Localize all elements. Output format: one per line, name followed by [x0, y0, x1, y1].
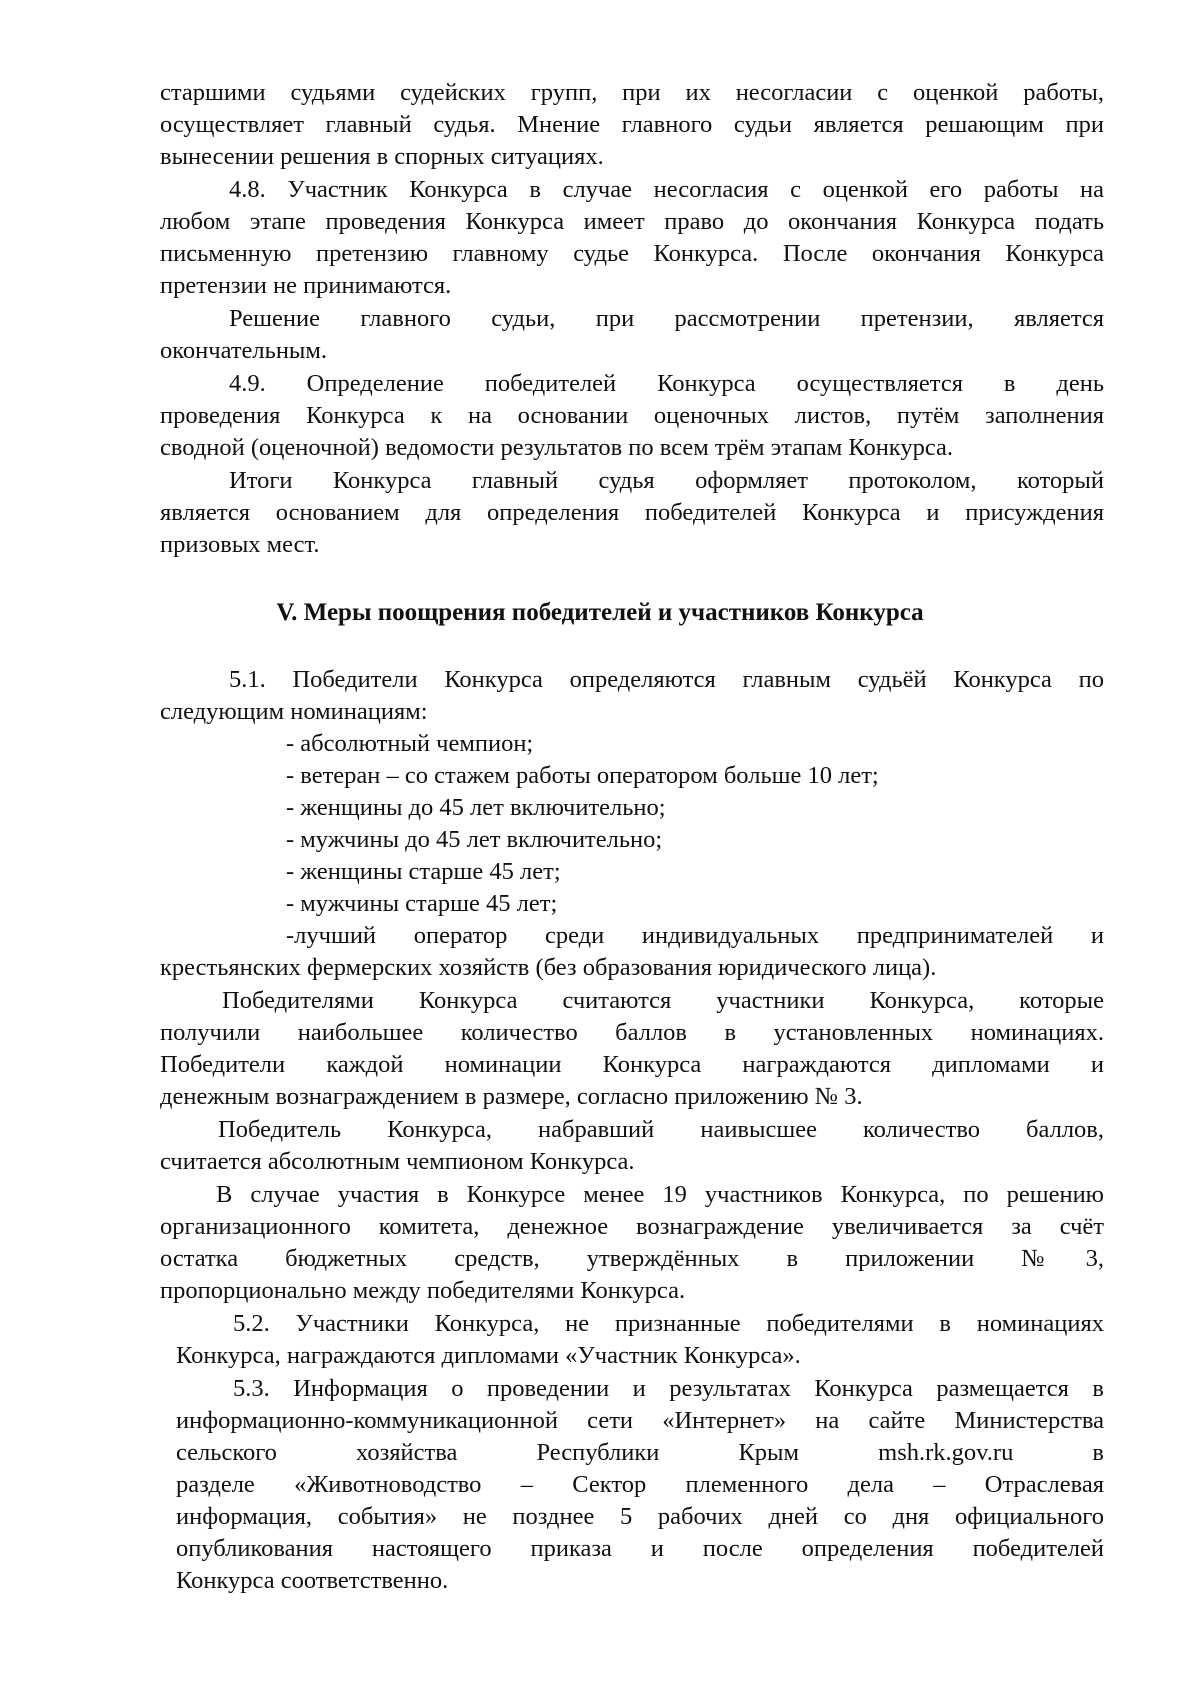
- list-item: - ветеран – со стажем работы оператором больше 10 лет;: [286, 762, 879, 789]
- paragraph-line: считается абсолютным чемпионом Конкурса.: [160, 1148, 635, 1175]
- paragraph-line: 4.9. Определение победителей Конкурса осуществляется в день: [229, 370, 1104, 397]
- paragraph-line: 5.3. Информация о проведении и результатах Конкурса размещается в: [233, 1375, 1104, 1402]
- paragraph-line: Победителями Конкурса считаются участники Конкурса, которые: [222, 987, 1104, 1014]
- paragraph-line: следующим номинациям:: [160, 698, 428, 725]
- paragraph-line: письменную претензию главному судье Конкурса. После окончания Конкурса: [160, 240, 1104, 267]
- paragraph-line: денежным вознаграждением в размере, согласно приложению № 3.: [160, 1083, 863, 1110]
- paragraph-line: опубликования настоящего приказа и после определения победителей: [176, 1535, 1104, 1562]
- paragraph-line: Итоги Конкурса главный судья оформляет протоколом, который: [229, 467, 1104, 494]
- paragraph-line: призовых мест.: [160, 531, 320, 558]
- paragraph-line: крестьянских фермерских хозяйств (без образования юридического лица).: [160, 954, 937, 981]
- paragraph-line: Конкурса, награждаются дипломами «Участник Конкурса».: [176, 1342, 801, 1369]
- paragraph-line: В случае участия в Конкурсе менее 19 участников Конкурса, по решению: [216, 1181, 1104, 1208]
- section-heading: V. Меры поощрения победителей и участников Конкурса: [276, 599, 924, 626]
- paragraph-line: информация, события» не позднее 5 рабочих дней со дня официального: [176, 1503, 1104, 1530]
- paragraph-line: 5.2. Участники Конкурса, не признанные победителями в номинациях: [233, 1310, 1104, 1337]
- paragraph-line: старшими судьями судейских групп, при их несогласии с оценкой работы,: [160, 79, 1104, 106]
- paragraph-line: 5.1. Победители Конкурса определяются главным судьёй Конкурса по: [229, 666, 1104, 693]
- list-item: - мужчины до 45 лет включительно;: [286, 826, 663, 853]
- paragraph-line: проведения Конкурса к на основании оценочных листов, путём заполнения: [160, 402, 1104, 429]
- paragraph-line: организационного комитета, денежное вознаграждение увеличивается за счёт: [160, 1213, 1104, 1240]
- paragraph-line: Решение главного судьи, при рассмотрении претензии, является: [229, 305, 1104, 332]
- paragraph-line: окончательным.: [160, 337, 328, 364]
- paragraph-line: любом этапе проведения Конкурса имеет право до окончания Конкурса подать: [160, 208, 1104, 235]
- list-item: - мужчины старше 45 лет;: [286, 890, 558, 917]
- paragraph-line: информационно-коммуникационной сети «Интернет» на сайте Министерства: [176, 1407, 1104, 1434]
- list-item: -лучший оператор среди индивидуальных предпринимателей и: [286, 922, 1104, 949]
- list-item: - абсолютный чемпион;: [286, 730, 534, 757]
- paragraph-line: Победители каждой номинации Конкурса награждаются дипломами и: [160, 1051, 1104, 1078]
- paragraph-line: Конкурса соответственно.: [176, 1567, 449, 1594]
- paragraph-line: остатка бюджетных средств, утверждённых в приложении №3,: [160, 1245, 1104, 1272]
- paragraph-line: сводной (оценочной) ведомости результатов по всем трём этапам Конкурса.: [160, 434, 954, 461]
- paragraph-line: 4.8. Участник Конкурса в случае несогласия с оценкой его работы на: [229, 176, 1104, 203]
- paragraph-line: вынесении решения в спорных ситуациях.: [160, 143, 604, 170]
- paragraph-line: претензии не принимаются.: [160, 272, 452, 299]
- list-item: - женщины до 45 лет включительно;: [286, 794, 666, 821]
- paragraph-line: является основанием для определения победителей Конкурса и присуждения: [160, 499, 1104, 526]
- paragraph-line: разделе «Животноводство – Сектор племенного дела – Отраслевая: [176, 1471, 1104, 1498]
- paragraph-line: сельского хозяйства Республики Крым msh.rk.gov.ru в: [176, 1439, 1104, 1466]
- paragraph-line: получили наибольшее количество баллов в установленных номинациях.: [160, 1019, 1104, 1046]
- paragraph-line: пропорционально между победителями Конкурса.: [160, 1277, 686, 1304]
- list-item: - женщины старше 45 лет;: [286, 858, 561, 885]
- paragraph-line: Победитель Конкурса, набравший наивысшее количество баллов,: [218, 1116, 1104, 1143]
- paragraph-line: осуществляет главный судья. Мнение главного судьи является решающим при: [160, 111, 1104, 138]
